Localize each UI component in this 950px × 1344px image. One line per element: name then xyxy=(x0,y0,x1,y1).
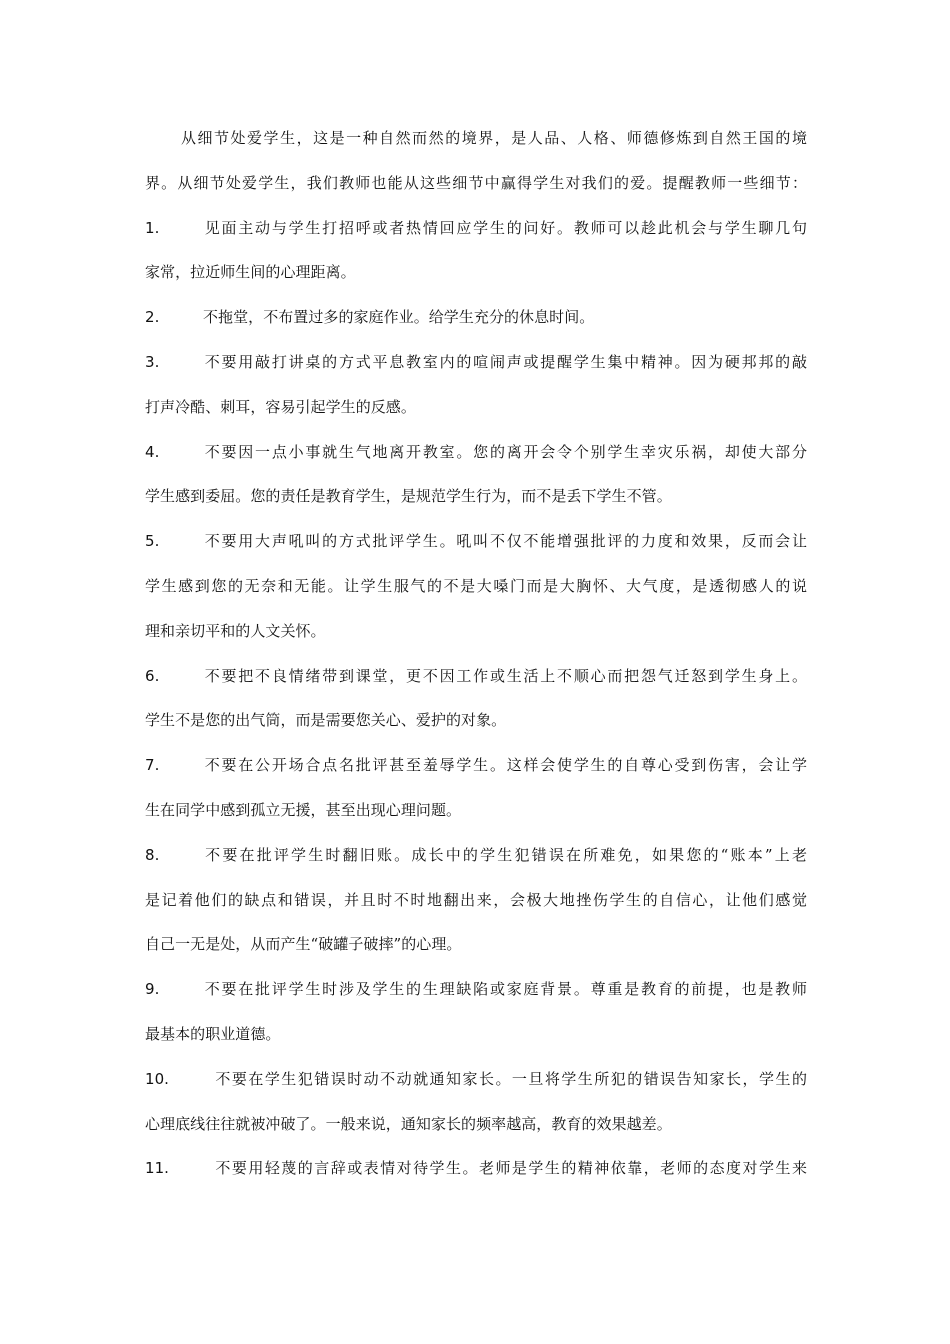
list-item-text: 不要在学生犯错误时动不动就通知家长。一旦将学生所犯的错误告知家长，学生的 xyxy=(214,1069,807,1088)
list-item-number: 4. xyxy=(145,442,160,461)
list-item-continuation: 生在同学中感到孤立无援，甚至出现心理问题。 xyxy=(145,800,462,819)
list-item-number: 1. xyxy=(145,218,160,237)
document-body xyxy=(145,116,807,1191)
list-item-text: 不要用大声吼叫的方式批评学生。吼叫不仅不能增强批评的力度和效果，反而会让 xyxy=(203,532,807,551)
list-item-first-line xyxy=(145,743,807,788)
list-item-continuation: 学生不是您的出气筒，而是需要您关心、爱护的对象。 xyxy=(145,711,507,730)
list-item-continuation: 理和亲切平和的人文关怀。 xyxy=(145,621,326,640)
list-item-number: 6. xyxy=(145,666,160,685)
list-item-continuation: 学生感到您的无奈和无能。让学生服气的不是大嗓门而是大胸怀、大气度，是透彻感人的说 xyxy=(145,576,807,595)
list-item-first-line xyxy=(145,1146,807,1191)
list-item-number: 3. xyxy=(145,352,160,371)
list-item-first-line xyxy=(145,833,807,878)
list-item-first-line xyxy=(145,430,807,475)
list-item-first-line xyxy=(145,654,807,699)
list-item-first-line xyxy=(145,295,807,340)
list-item-first-line xyxy=(145,206,807,251)
list-item-text: 见面主动与学生打招呼或者热情回应学生的问好。教师可以趁此机会与学生聊几句 xyxy=(203,218,807,237)
list-item-text: 不要把不良情绪带到课堂，更不因工作或生活上不顺心而把怨气迁怒到学生身上。 xyxy=(203,666,807,685)
list-item-first-line xyxy=(145,1057,807,1102)
list-item-text: 不要用轻蔑的言辞或表情对待学生。老师是学生的精神依靠，老师的态度对学生来 xyxy=(214,1159,807,1178)
list-item-continuation: 心理底线往往就被冲破了。一般来说，通知家长的频率越高，教育的效果越差。 xyxy=(145,1114,672,1133)
list-item-continuation: 学生感到委屈。您的责任是教育学生，是规范学生行为，而不是丢下学生不管。 xyxy=(145,487,672,506)
list-item-first-line xyxy=(145,519,807,564)
list-item-number: 10. xyxy=(145,1069,170,1088)
list-item-number: 9. xyxy=(145,980,160,999)
intro-paragraph-line: 从细节处爱学生，这是一种自然而然的境界，是人品、人格、师德修炼到自然王国的境 xyxy=(181,129,807,147)
list-item-number: 5. xyxy=(145,532,160,551)
list-item-continuation: 自己一无是处，从而产生“破罐子破摔”的心理。 xyxy=(145,935,462,954)
list-item-number: 7. xyxy=(145,756,160,775)
list-item-continuation: 家常，拉近师生间的心理距离。 xyxy=(145,263,356,282)
list-item-text: 不拖堂，不布置过多的家庭作业。给学生充分的休息时间。 xyxy=(203,308,595,327)
list-item-continuation: 打声冷酷、刺耳，容易引起学生的反感。 xyxy=(145,397,416,416)
list-item-first-line xyxy=(145,340,807,385)
list-item-first-line xyxy=(145,967,807,1012)
list-item-number: 2. xyxy=(145,308,160,327)
list-item-continuation: 是记着他们的缺点和错误，并且时不时地翻出来，会极大地挫伤学生的自信心，让他们感觉 xyxy=(145,890,807,909)
list-item-text: 不要在公开场合点名批评甚至羞辱学生。这样会使学生的自尊心受到伤害，会让学 xyxy=(203,756,807,775)
list-item-number: 8. xyxy=(145,845,160,864)
list-item-text: 不要在批评学生时翻旧账。成长中的学生犯错误在所难免，如果您的“账本”上老 xyxy=(203,845,807,864)
list-item-text: 不要因一点小事就生气地离开教室。您的离开会令个别学生幸灾乐祸，却使大部分 xyxy=(203,442,807,461)
intro-paragraph-line: 界。从细节处爱学生，我们教师也能从这些细节中赢得学生对我们的爱。提醒教师一些细节： xyxy=(145,173,807,192)
list-item-text: 不要用敲打讲桌的方式平息教室内的喧闹声或提醒学生集中精神。因为硬邦邦的敲 xyxy=(203,352,807,371)
list-item-continuation: 最基本的职业道德。 xyxy=(145,1024,281,1043)
list-item-number: 11. xyxy=(145,1159,170,1178)
list-item-text: 不要在批评学生时涉及学生的生理缺陷或家庭背景。尊重是教育的前提，也是教师 xyxy=(203,980,807,999)
